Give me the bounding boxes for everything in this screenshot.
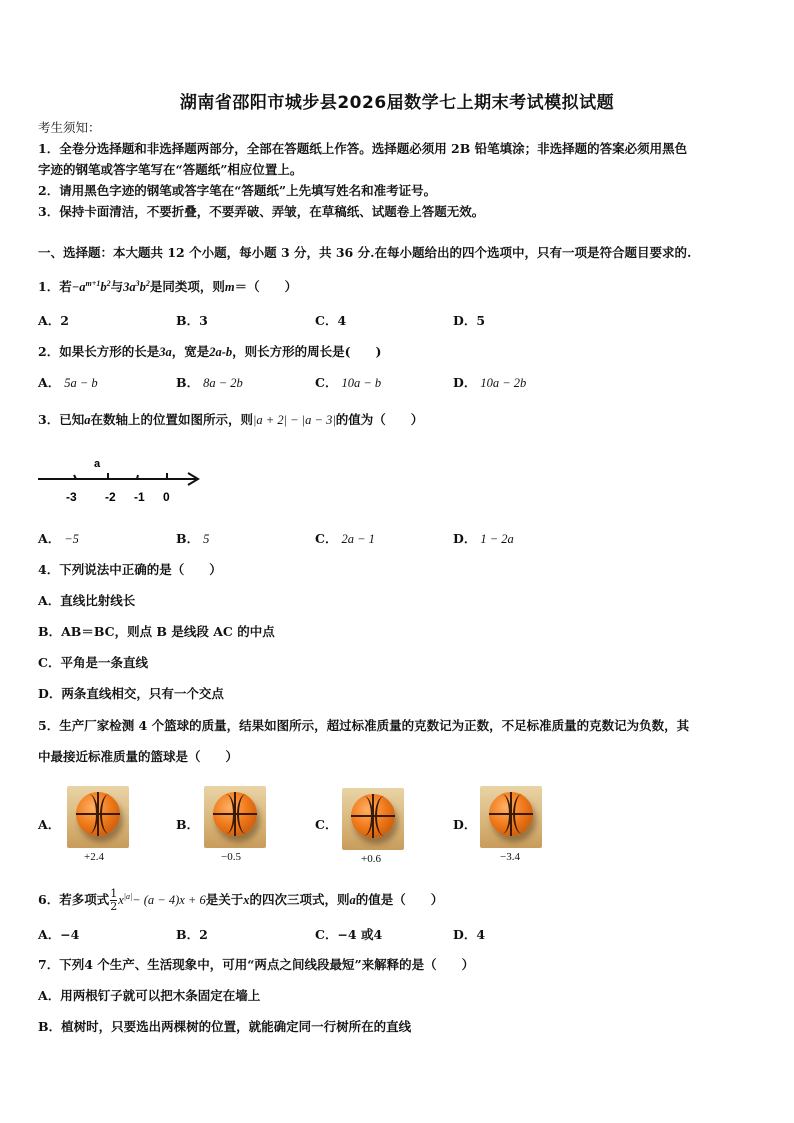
page-title: 湖南省邵阳市城步县2026届数学七上期末考试模拟试题	[179, 93, 615, 113]
q5-option-a-basketball-image[interactable]	[67, 786, 129, 848]
q6-expr-rest: − (a − 4)x + 6	[132, 893, 206, 908]
q1-mid: 与	[110, 279, 124, 295]
notice-item-1: 1．全卷分选择题和非选择题两部分，全部在答题纸上作答。选择题必须用 2B 铅笔填涂；非选择题的答案必须用黑色	[38, 141, 688, 156]
q3-option-b-expr: 5	[203, 532, 210, 546]
q6-var-a: a	[349, 893, 356, 908]
q6-x: x	[118, 893, 124, 908]
q2-option-c[interactable]: C． 10a − b	[315, 375, 382, 390]
q1-option-a[interactable]: A．2	[38, 313, 69, 328]
q3-expression: |a + 2| − |a − 3|	[252, 413, 336, 427]
q6-option-c[interactable]: C．−4 或4	[315, 927, 383, 942]
q6-text-c: 的四次三项式，则	[249, 892, 350, 908]
q1-term2-exp: 3	[135, 279, 140, 288]
q6-x-exp: |a|	[123, 892, 133, 901]
q1-suffix: 是同类项，则	[149, 279, 225, 295]
q3-option-d-expr: 1 − 2a	[480, 532, 514, 546]
q1-term2-b-exp: 2	[145, 279, 150, 288]
q1-term1-b-exp: 2	[106, 279, 111, 288]
basketball-icon	[351, 794, 395, 838]
q6-option-a[interactable]: A．−4	[38, 927, 80, 942]
q1-option-c[interactable]: C．4	[315, 313, 347, 328]
q2-text-b: ，宽是	[171, 344, 210, 359]
q2-option-d[interactable]: D． 10a − 2b	[453, 375, 527, 390]
q1-term2: 3a	[123, 280, 136, 295]
q3-option-c[interactable]: C． 2a − 1	[315, 531, 375, 546]
q5-option-b-basketball-image[interactable]	[204, 786, 266, 848]
question-2	[38, 344, 381, 360]
question-3	[38, 412, 423, 428]
q7-option-a[interactable]: A．用两根钉子就可以把木条固定在墙上	[38, 988, 261, 1003]
q6-text-b: 是关于	[205, 892, 244, 908]
tick-label-minus-1: -1	[134, 490, 145, 504]
q5-option-a-label[interactable]: A．	[38, 817, 61, 832]
q2-length: 3a	[159, 345, 172, 359]
q6-option-d[interactable]: D．4	[453, 927, 486, 942]
basketball-icon	[489, 792, 533, 836]
q5-option-d-caption: −3.4	[500, 851, 520, 863]
q3-option-c-expr: 2a − 1	[341, 532, 375, 546]
q5-option-d-label[interactable]: D．	[453, 817, 477, 832]
q6-text-d: 的值是（ ）	[355, 892, 444, 908]
q3-text-c: 的值为（ ）	[335, 412, 424, 427]
question-7: 7．下列4 个生产、生活现象中，可用“两点之间线段最短”来解释的是（ ）	[38, 957, 475, 972]
q5-option-a-caption: +2.4	[84, 851, 104, 863]
notice-heading: 考生须知：	[38, 120, 101, 135]
q5-option-c-label[interactable]: C．	[315, 817, 338, 832]
notice-item-2: 2．请用黑色字迹的钢笔或答字笔在“答题纸”上先填写姓名和准考证号。	[38, 183, 437, 198]
q2-option-b[interactable]: B． 8a − 2b	[176, 375, 243, 390]
question-6	[38, 880, 443, 917]
q5-option-d-basketball-image[interactable]	[480, 786, 542, 848]
q4-option-d[interactable]: D．两条直线相交，只有一个交点	[38, 686, 224, 701]
tick-minus-1	[137, 475, 138, 479]
q2-option-d-expr: 10a − 2b	[480, 376, 527, 390]
section-heading: 一、选择题：本大题共 12 个小题，每小题 3 分，共 36 分.在每小题给出的四个选项中，只有一项是符合题目要求的.	[38, 245, 692, 260]
q2-option-b-expr: 8a − 2b	[203, 376, 243, 390]
notice-item-3: 3．保持卡面清洁，不要折叠，不要弄破、弄皱，在草稿纸、试题卷上答题无效。	[38, 204, 485, 219]
question-5-line-1: 5．生产厂家检测 4 个篮球的质量，结果如图所示，超过标准质量的克数记为正数，不足标准质量的克数记为负数，其	[38, 718, 690, 733]
q1-term2-b: b	[139, 280, 146, 295]
q6-text-a: 6．若多项式	[38, 892, 110, 908]
point-a-label: a	[94, 458, 101, 470]
q6-frac-num: 1	[110, 887, 118, 901]
q5-option-c-basketball-image[interactable]	[342, 788, 404, 850]
q4-option-a[interactable]: A．直线比射线长	[38, 593, 136, 608]
q1-term1-b: b	[100, 280, 107, 295]
question-1	[38, 276, 297, 295]
q5-option-b-label[interactable]: B．	[176, 817, 200, 832]
q2-option-c-expr: 10a − b	[341, 376, 382, 390]
q6-frac-den: 2	[110, 900, 118, 914]
q2-text-a: 2．如果长方形的长是	[38, 344, 160, 359]
q4-option-b[interactable]: B．AB＝BC，则点 B 是线段 AC 的中点	[38, 624, 275, 639]
q3-var: a	[84, 413, 91, 427]
q3-option-d[interactable]: D． 1 − 2a	[453, 531, 514, 546]
q3-option-a[interactable]: A． −5	[38, 531, 79, 546]
basketball-icon	[76, 792, 120, 836]
notice-item-1-cont: 字迹的钢笔或答字笔写在“答题纸”相应位置上。	[38, 162, 303, 177]
tick-label-zero: 0	[163, 490, 170, 504]
q3-option-a-expr: −5	[64, 532, 79, 546]
q3-option-b[interactable]: B． 5	[176, 531, 210, 546]
tick-label-minus-2: -2	[105, 490, 116, 504]
number-line-figure	[36, 455, 206, 511]
q2-option-a[interactable]: A． 5a − b	[38, 375, 98, 390]
question-4: 4．下列说法中正确的是（ ）	[38, 562, 222, 577]
q2-text-c: ，则长方形的周长是( )	[232, 344, 382, 359]
q4-option-c[interactable]: C．平角是一条直线	[38, 655, 148, 670]
q1-option-b[interactable]: B．3	[176, 313, 208, 328]
q5-option-b-caption: −0.5	[221, 851, 241, 863]
q1-term1: −a	[71, 280, 86, 295]
basketball-icon	[213, 792, 257, 836]
q3-text-a: 3．已知	[38, 412, 85, 427]
q6-fraction	[110, 888, 117, 913]
question-5-line-2: 中最接近标准质量的篮球是（ ）	[38, 749, 239, 764]
tick-label-minus-3: -3	[66, 490, 77, 504]
q6-var-x: x	[243, 893, 250, 908]
q1-term1-exp: m+1	[85, 279, 101, 288]
q1-option-d[interactable]: D．5	[453, 313, 486, 328]
q3-text-b: 在数轴上的位置如图所示，则	[90, 412, 253, 427]
q2-width: 2a-b	[209, 345, 233, 359]
q6-option-b[interactable]: B．2	[176, 927, 208, 942]
q5-option-c-caption: +0.6	[361, 853, 381, 865]
q1-end: ＝（ ）	[234, 279, 298, 295]
q1-prefix: 1．若	[38, 279, 72, 295]
q7-option-b[interactable]: B．植树时，只要选出两棵树的位置，就能确定同一行树所在的直线	[38, 1019, 412, 1034]
q2-option-a-expr: 5a − b	[64, 376, 98, 390]
q1-var: m	[224, 280, 235, 295]
